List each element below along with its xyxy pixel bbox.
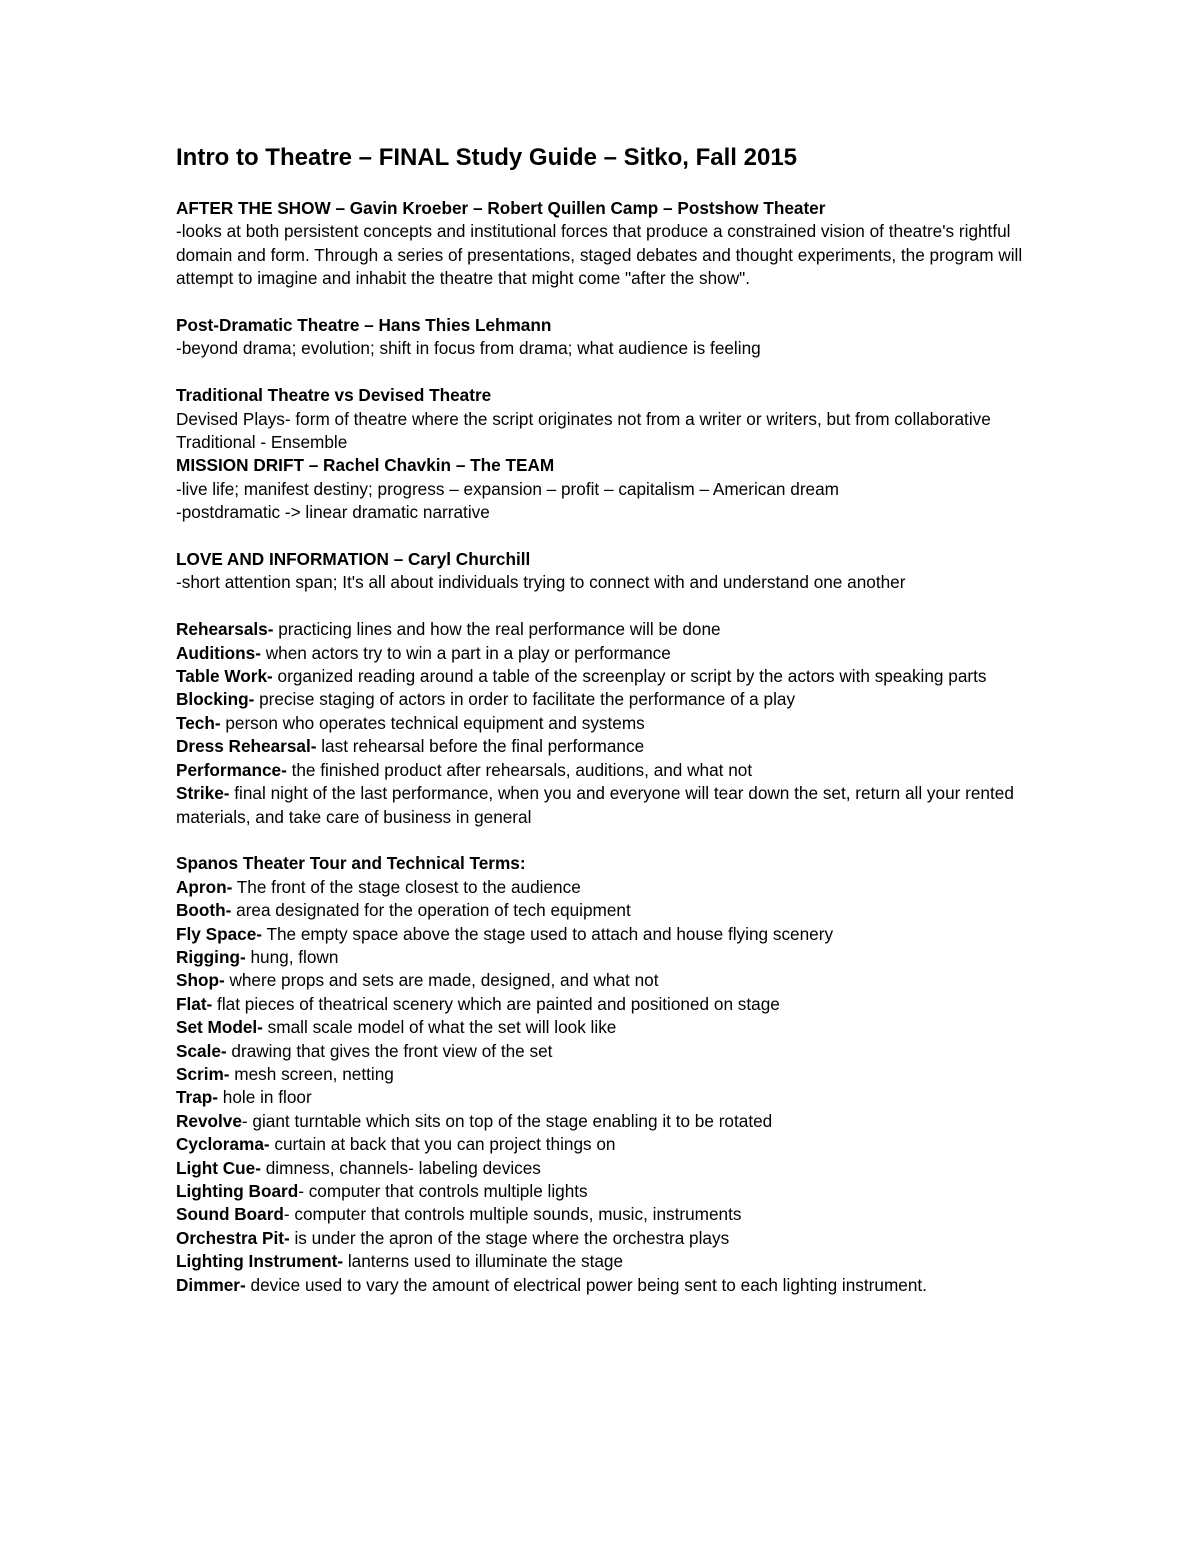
definition-term: Auditions- <box>176 642 261 663</box>
definition-text: - computer that controls multiple sounds, music, instruments <box>283 1204 742 1225</box>
definition-term: Shop- <box>176 970 225 991</box>
definition-text: organized reading around a table of the screenplay or script by the actors with speaking parts <box>272 666 987 687</box>
definition-term: Revolve <box>176 1110 242 1131</box>
definition-term: Apron- <box>176 876 233 897</box>
section-text-post-dramatic: -beyond drama; evolution; shift in focus from drama; what audience is feeling <box>176 338 761 359</box>
definition-item <box>176 665 1036 688</box>
definition-item <box>176 899 1036 922</box>
definition-term: Sound Board <box>176 1204 284 1225</box>
section-heading-post-dramatic: Post-Dramatic Theatre – Hans Thies Lehmann <box>176 315 552 336</box>
definition-term: Rehearsals- <box>176 619 274 640</box>
definition-term: Blocking- <box>176 689 255 710</box>
technical-terms-list <box>176 876 1036 1297</box>
section-text-traditional: Traditional - Ensemble <box>176 432 348 453</box>
definition-term: Performance- <box>176 759 287 780</box>
section-heading-traditional-vs-devised: Traditional Theatre vs Devised Theatre <box>176 385 492 406</box>
definition-item <box>176 1157 1036 1180</box>
document-body <box>176 197 1036 1297</box>
section-heading-mission-drift: MISSION DRIFT – Rachel Chavkin – The TEAM <box>176 455 555 476</box>
definition-term: Tech- <box>176 712 221 733</box>
definition-term: Scrim- <box>176 1063 230 1084</box>
definition-item <box>176 712 1036 735</box>
definition-text: small scale model of what the set will look like <box>262 1017 617 1038</box>
definition-item <box>176 642 1036 665</box>
definition-item <box>176 782 1036 829</box>
definition-term: Table Work- <box>176 666 273 687</box>
definition-text: drawing that gives the front view of the set <box>226 1040 553 1061</box>
section-text-love-and-information: -short attention span; It's all about individuals trying to connect with and understand one another <box>176 572 906 593</box>
document-page <box>176 143 1036 1297</box>
definition-text: hung, flown <box>245 946 339 967</box>
definition-term: Set Model- <box>176 1017 263 1038</box>
definition-item <box>176 993 1036 1016</box>
definition-text: The empty space above the stage used to attach and house flying scenery <box>261 923 834 944</box>
definition-item <box>176 759 1036 782</box>
document-title: Intro to Theatre – FINAL Study Guide – Sitko, Fall 2015 <box>176 144 798 171</box>
definition-term: Strike- <box>176 783 230 804</box>
process-terms-list <box>176 618 1036 829</box>
definition-term: Scale- <box>176 1040 227 1061</box>
section-heading-love-and-information: LOVE AND INFORMATION – Caryl Churchill <box>176 549 531 570</box>
definition-term: Dimmer- <box>176 1274 246 1295</box>
definition-item <box>176 1274 1036 1297</box>
definition-term: Dress Rehearsal- <box>176 736 317 757</box>
section-text-after-the-show: -looks at both persistent concepts and institutional forces that produce a constrained vision of theatre's rightful domain and form. Through a series of presentations, staged debates and thought experiments, the program will attempt to imagine and inhabit the theatre that might come "after the show". <box>176 221 1023 289</box>
definition-text: last rehearsal before the final performance <box>316 736 645 757</box>
definition-term: Lighting Instrument- <box>176 1251 344 1272</box>
spacer <box>176 595 1036 618</box>
definition-text: curtain at back that you can project things on <box>269 1134 616 1155</box>
definition-item <box>176 876 1036 899</box>
definition-term: Lighting Board <box>176 1180 299 1201</box>
spacer <box>176 291 1036 314</box>
definition-item <box>176 946 1036 969</box>
definition-text: is under the apron of the stage where the orchestra plays <box>289 1227 730 1248</box>
definition-item <box>176 1180 1036 1203</box>
definition-text: dimness, channels- labeling devices <box>260 1157 541 1178</box>
definition-term: Booth- <box>176 900 232 921</box>
definition-item <box>176 923 1036 946</box>
definition-term: Flat- <box>176 993 213 1014</box>
definition-term: Light Cue- <box>176 1157 261 1178</box>
definition-item <box>176 969 1036 992</box>
section-text-devised-plays: Devised Plays- form of theatre where the script originates not from a writer or writers, but from collaborative <box>176 408 991 429</box>
definition-text: when actors try to win a part in a play or performance <box>260 642 671 663</box>
definition-item <box>176 1040 1036 1063</box>
definition-term: Orchestra Pit- <box>176 1227 290 1248</box>
definition-item <box>176 688 1036 711</box>
definition-text: - computer that controls multiple lights <box>298 1180 588 1201</box>
definition-item <box>176 1063 1036 1086</box>
section-text-mission-drift-2: -postdramatic -> linear dramatic narrative <box>176 502 490 523</box>
definition-item <box>176 1016 1036 1039</box>
definition-term: Fly Space- <box>176 923 262 944</box>
definition-item <box>176 1250 1036 1273</box>
definition-text: final night of the last performance, when you and everyone will tear down the set, return all your rented materials, and take care of business in general <box>176 783 1014 827</box>
definition-term: Cyclorama- <box>176 1134 270 1155</box>
spacer <box>176 525 1036 548</box>
definition-text: lanterns used to illuminate the stage <box>343 1251 624 1272</box>
definition-text: precise staging of actors in order to facilitate the performance of a play <box>254 689 796 710</box>
definition-item <box>176 618 1036 641</box>
definition-text: area designated for the operation of tech equipment <box>231 900 631 921</box>
definition-item <box>176 1227 1036 1250</box>
spacer <box>176 829 1036 852</box>
definition-text: hole in floor <box>218 1087 312 1108</box>
definition-text: - giant turntable which sits on top of the stage enabling it to be rotated <box>241 1110 773 1131</box>
definition-text: person who operates technical equipment and systems <box>220 712 645 733</box>
section-heading-spanos: Spanos Theater Tour and Technical Terms: <box>176 853 526 874</box>
spacer <box>176 361 1036 384</box>
definition-text: mesh screen, netting <box>229 1063 394 1084</box>
definition-term: Trap- <box>176 1087 219 1108</box>
definition-text: the finished product after rehearsals, auditions, and what not <box>286 759 753 780</box>
definition-item <box>176 1086 1036 1109</box>
definition-text: where props and sets are made, designed, and what not <box>224 970 659 991</box>
definition-item <box>176 1110 1036 1133</box>
definition-item <box>176 1133 1036 1156</box>
definition-text: device used to vary the amount of electrical power being sent to each lighting instrument. <box>245 1274 927 1295</box>
definition-text: practicing lines and how the real performance will be done <box>273 619 721 640</box>
definition-text: flat pieces of theatrical scenery which are painted and positioned on stage <box>212 993 780 1014</box>
definition-text: The front of the stage closest to the audience <box>232 876 581 897</box>
section-heading-after-the-show: AFTER THE SHOW – Gavin Kroeber – Robert Quillen Camp – Postshow Theater <box>176 198 826 218</box>
definition-term: Rigging- <box>176 946 246 967</box>
definition-item <box>176 735 1036 758</box>
definition-item <box>176 1203 1036 1226</box>
section-text-mission-drift-1: -live life; manifest destiny; progress – expansion – profit – capitalism – American dream <box>176 478 839 499</box>
